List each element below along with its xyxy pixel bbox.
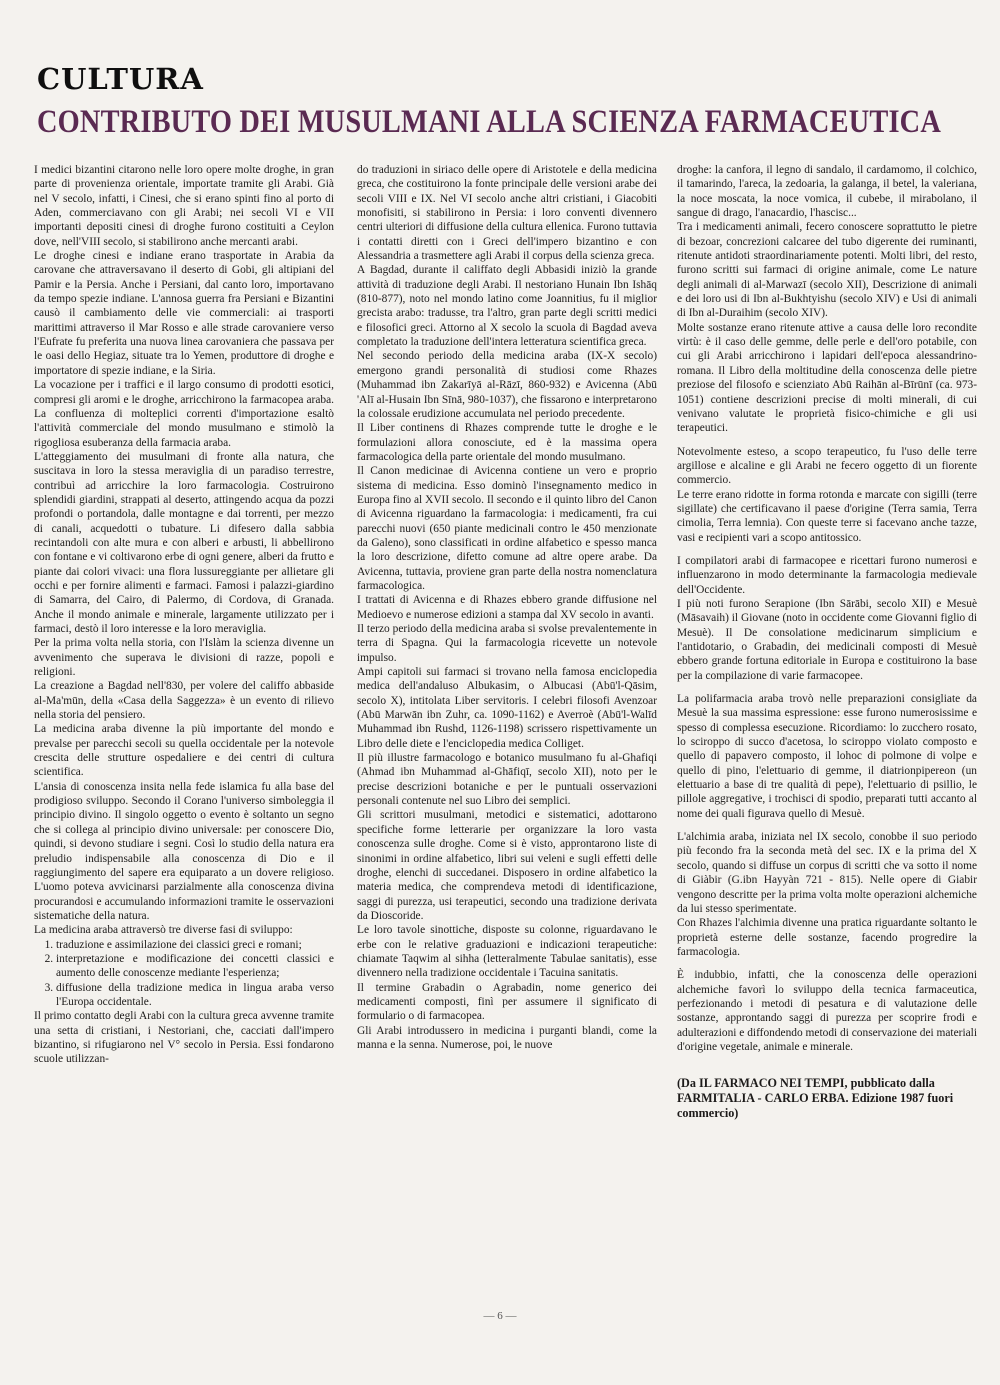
paragraph: Le droghe cinesi e indiane erano trasportate in Arabia da carovane che attraversavano il deserto di Gobi, gli altipiani del Pamir e la Persia. Anche i Persiani, dal canto loro, importavano da tempo spezie indiane. L'annosa guerra fra Persiani e Bizantini causò il cambiamento delle vie commerciali: ai trasporti marittimi attraverso il Mar Rosso e alle strade carovaniere verso l'Eufrate fu preferita una nuova linea carovaniera che passava per le oasi dello Hegiaz, situate tra lo Yemen, produttore di droghe e importatore di spezie indiane, e la Siria. <box>34 250 334 377</box>
paragraph: Ampi capitoli sui farmaci si trovano nella famosa enciclopedia medica dell'andaluso Albukasim, o Albucasi (Abū'l-Qāsim, secolo X), intitolata Liber servitoris. I celebri filosofi Avenzoar (Abū Marwān ibn Zuhr, ca. 1090-1162) e Averroè (Abū'l-Walīd Muhammad ibn Rushd, 1126-1198) scrissero rispettivamente un Libro delle diete e l'enciclopedia medica Colliget. <box>357 666 657 750</box>
article-column-2 <box>357 163 657 1052</box>
paragraph: Con Rhazes l'alchimia divenne una pratica riguardante soltanto le proprietà esterne delle sostanze, facendo progredire la farmacologia. <box>677 917 977 958</box>
list-item: 1. traduzione e assimilazione dei classici greci e romani; <box>56 938 334 952</box>
paragraph: La medicina araba divenne la più importante del mondo e prevalse per parecchi secoli su quella occidentale per la notevole crescita delle strutture ospedaliere e dei centri di cultura scientifica. <box>34 723 334 779</box>
paragraph: Le terre erano ridotte in forma rotonda e marcate con sigilli (terre sigillate) che certificavano il paese d'origine (Terra samia, Terra cimolia, Terra lemnia). Con queste terre si facevano anche tazze, vasi e recipienti vari a scopo antitossico. <box>677 488 977 544</box>
paragraph: Gli scrittori musulmani, metodici e sistematici, adottarono specifiche forme letterarie per organizzare la loro vasta conoscenza sulle droghe. Come si è visto, approntarono liste di sinonimi in ordine alfabetico, libri sui veleni e sugli effetti delle droghe, elenchi di succedanei. Disposero in ordine alfabetico la materia medica, che comprendeva metodi di identificazione, saggi di purezza, usi terapeutici, secondo una tradizione derivata da Dioscoride. <box>357 809 657 922</box>
paragraph: droghe: la canfora, il legno di sandalo, il cardamomo, il colchico, il tamarindo, l'areca, la zedoaria, la galanga, il betel, la valeriana, la noce moscata, la noce vomica, il cubebe, il mirabolano, il sangue di drago, l'anacardio, l'hascisc... <box>677 164 977 220</box>
paragraph: I più noti furono Serapione (Ibn Sārābi, secolo XII) e Mesuè (Māsavaih) il Giovane (noto in occidente come Giovanni figlio di Mesuè). Il De consolatione medicinarum simplicium e l'antidotario, o Grabadin, dei medicinali composti di Mesuè ebbero grande fortuna editoriale in Europa e costituirono la base per la compilazione di varie farmacopee. <box>677 597 977 682</box>
paragraph: Notevolmente esteso, a scopo terapeutico, fu l'uso delle terre argillose e alcaline e gli Arabi ne fecero oggetto di un fiorente commercio. <box>677 445 977 487</box>
list-item: 3. diffusione della tradizione medica in lingua araba verso l'Europa occidentale. <box>56 981 334 1010</box>
paragraph: I trattati di Avicenna e di Rhazes ebbero grande diffusione nel Medioevo e numerose edizioni a stampa dal XV secolo in avanti. <box>357 594 657 621</box>
paragraph: do traduzioni in siriaco delle opere di Aristotele e della medicina greca, che costituirono la fonte principale delle versioni arabe dei secoli VIII e IX. Nel VI secolo anche altri cristiani, i Giacobiti monofisiti, si stabilirono in Persia: i loro conventi divennero centri ulteriori di diffusione della cultura ellenica. Furono tuttavia i contatti diretti con i Greci dell'impero bizantino e con Alessandria a trasmettere agli Arabi il corpus della scienza greca. <box>357 164 657 263</box>
paragraph: Il primo contatto degli Arabi con la cultura greca avvenne tramite una setta di cristiani, i Nestoriani, che, cacciati dall'impero bizantino, si rifugiarono nel V° secolo in Persia. Essi fondarono scuole utilizzan- <box>34 1010 334 1066</box>
paragraph: L'alchimia araba, iniziata nel IX secolo, conobbe il suo periodo più fecondo fra la seconda metà del sec. IX e la prima del X secolo, quando si diffuse un corpus di scritti che va sotto il nome di Giàbir (G.ibn Hayyàn 721 - 815). Nelle opere di Giabir vengono descritte per la prima volta molte operazioni alchemiche da lui stesso sperimentate. <box>677 831 977 915</box>
page-title: CONTRIBUTO DEI MUSULMANI ALLA SCIENZA FARMACEUTICA <box>37 104 942 140</box>
paragraph: Le loro tavole sinottiche, disposte su colonne, riguardavano le erbe con le relative graduazioni e indicazioni terapeutiche: chiamate Taqwim al sihha (letteralmente Tabulae sanitatis), esse divennero nella tradizione occidentale i Tacuina sanitatis. <box>357 924 657 980</box>
paragraph: Il termine Grabadin o Agrabadin, nome generico dei medicamenti composti, finì per assumere il significato di formulario o di farmacopea. <box>357 981 657 1023</box>
paragraph: La polifarmacia araba trovò nelle preparazioni consigliate da Mesuè la sua massima espressione: esse furono numerosissime e spesso di complessa esecuzione. Ricordiamo: lo zucchero rosato, lo sciroppo di succo d'acetosa, lo sciroppo violato composto e quello di papavero composto, il lohoc di polmone di volpe e quello di pino, l'elettuario di gemme, il diatrionpipereon (un elettuario a base di tre qualità di pepe), l'elettuario di psillio, le pillole aggregative, i trochisci di spodio, preparati tutti accanto al nome dei quali figurava quello di Mesuè. <box>677 693 977 820</box>
paragraph: La creazione a Bagdad nell'830, per volere del califfo abbaside al-Ma'mūn, della «Casa della Saggezza» è un evento di rilievo nella storia del pensiero. <box>34 680 334 722</box>
paragraph: Il Liber continens di Rhazes comprende tutte le droghe e le formulazioni allora conosciute, ed è la massima opera farmacologica della parte orientale del mondo musulmano. <box>357 422 657 463</box>
paragraph: I medici bizantini citarono nelle loro opere molte droghe, in gran parte di provenienza orientale, importate tramite gli Arabi. Già nel V secolo, infatti, i Cinesi, che si erano spinti fino al porto di Aden, commerciavano con gli Arabi; nei secoli VI e VII importanti depositi cinesi di droghe furono costituiti a Ceylon dove, nell'VIII secolo, si stabilirono anche mercanti arabi. <box>34 164 334 248</box>
article-column-1 <box>34 163 334 1067</box>
paragraph: Il Canon medicinae di Avicenna contiene un vero e proprio sistema di medicina. Esso dominò l'insegnamento medico in Europa fino al XVII secolo. Il secondo e il quinto libro del Canon di Avicenna riguardano la farmacologia: i medicamenti, fra cui parecchi nuovi (650 piante medicinali contro le 450 menzionate da Galeno), sono classificati in ordine alfabetico e spesso manca la loro descrizione, difetto comune ad altre opere arabe. Da Avicenna, tuttavia, proviene gran parte della nostra nomenclatura farmacologica. <box>357 465 657 592</box>
paragraph: La vocazione per i traffici e il largo consumo di prodotti esotici, compresi gli aromi e le droghe, arricchirono la farmacopea araba. La confluenza di molteplici correnti d'importazione esaltò l'attività commerciale del mondo musulmano e stimolò la rigogliosa esuberanza della farmacia araba. <box>34 379 334 449</box>
paragraph: Tra i medicamenti animali, fecero conoscere soprattutto le pietre di bezoar, concrezioni calcaree del tubo digerente dei ruminanti, ritenute antidoti straordinariamente potenti. Molti libri, del resto, furono scritti sui farmaci di origine animale, come Le nature degli animali di al-Marwazī (secolo XII), Descrizione di animali e dei loro usi di Ibn al-Bukhtyishu (secolo XIV) e Usi di animali di Ibn al-Duraihim (secolo XIV). <box>677 221 977 320</box>
paragraph: Per la prima volta nella storia, con l'Islàm la scienza divenne un avvenimento che superava le divisioni di razze, popoli e religioni. <box>34 637 334 679</box>
list-item: 2. interpretazione e modificazione dei concetti classici e aumento delle conoscenze mediante l'esperienza; <box>56 952 334 981</box>
paragraph: Molte sostanze erano ritenute attive a causa delle loro recondite virtù: è il caso delle gemme, delle perle e dell'oro potabile, con cui gli Arabi arricchirono i lapidari dell'epoca alessandrino-romana. Il Libro della moltitudine della conoscenza delle pietre preziose del filosofo e scienziato Abū Raihān al-Bīrūnī (ca. 973-1051) contiene descrizioni precise di molti minerali, di cui venivano valutate le proprietà fisico-chimiche e gli usi terapeutici. <box>677 321 977 435</box>
paragraph: L'atteggiamento dei musulmani di fronte alla natura, che suscitava in loro la stessa meraviglia di un paradiso terrestre, contribuì ad arricchire la loro farmacologia. Costruirono splendidi giardini, strappati al deserto, attingendo acqua da pozzi profondi o portandola, dalle montagne e dai torrenti, per mezzo di canali, acquedotti o tubature. Li difesero dalla sabbia recintandoli con alte mura e con alberi e arbusti, li abbellirono con fontane e vi coltivarono erbe di ogni genere, alberi da frutto e piante dai colori vivaci: una flora lussureggiante per allietare gli occhi e per fornire alimenti e farmaci. Famosi i palazzi-giardino di Samarra, del Cairo, di Palermo, di Cordova, di Granada. Anche il mondo animale e minerale, largamente utilizzato per i farmaci, destò il loro interesse e la loro meraviglia. <box>34 450 334 635</box>
paragraph: Nel secondo periodo della medicina araba (IX-X secolo) emergono grandi personalità di studiosi come Rhazes (Muhammad ibn Zakarīyā al-Rāzī, 860-932) e Avicenna (Abū 'Alī al-Husain Ibn Sīnā, 980-1037), che fissarono e interpretarono la colossale erudizione accumulata nel periodo precedente. <box>357 350 657 420</box>
page-number: — 6 — <box>483 1310 517 1322</box>
phase-list <box>34 938 334 1010</box>
paragraph: È indubbio, infatti, che la conoscenza delle operazioni alchemiche favorì lo sviluppo della tecnica farmaceutica, perfezionando i metodi di pesatura e di valutazione delle sostanze, approntando saggi di purezza per scoprire frodi e adulterazioni e diffondendo metodi di conservazione dei materiali d'origine vegetale, animale e minerale. <box>677 969 977 1053</box>
paragraph: A Bagdad, durante il califfato degli Abbasidi iniziò la grande attività di traduzione degli Arabi. Il nestoriano Hunain Ibn Ishāq (810-877), noto nel mondo latino come Joannitius, fu il miglior grecista arabo: tradusse, tra l'altro, gran parte degli scritti medici e filosofici greci. Attorno al X secolo la scuola di Bagdad aveva completato la traduzione dell'intera letteratura scientifica greca. <box>357 264 657 349</box>
source-credit: (Da IL FARMACO NEI TEMPI, pubblicato dalla FARMITALIA - CARLO ERBA. Edizione 1987 fuori commercio) <box>677 1076 954 1121</box>
section-label: CULTURA <box>37 62 204 96</box>
article-column-3 <box>677 163 977 1121</box>
paragraph: La medicina araba attraversò tre diverse fasi di sviluppo: <box>34 924 293 937</box>
paragraph: Il terzo periodo della medicina araba si svolse prevalentemente in terra di Spagna. Qui la farmacologia ricevette un notevole impulso. <box>357 623 657 664</box>
paragraph: I compilatori arabi di farmacopee e ricettari furono numerosi e influenzarono in modo determinante la farmacologia medievale dell'Occidente. <box>677 554 977 596</box>
paragraph: Gli Arabi introdussero in medicina i purganti blandi, come la manna e la senna. Numerose, poi, le nuove <box>357 1024 657 1051</box>
paragraph: L'ansia di conoscenza insita nella fede islamica fu alla base del prodigioso sviluppo. Secondo il Corano l'universo simboleggia il principio divino. Il singolo oggetto o evento è soltanto un segno che si collega al principio divino universale: per conoscere Dio, quindi, si devono studiare i segni. Così lo studio della natura era preludio indispensabile alla conoscenza di Dio e il raggiungimento del sapere era equiparato a un dovere religioso. L'uomo poteva avvicinarsi parzialmente alla conoscenza divina procurandosi e accumulando informazioni tramite le osservazioni sistematiche della natura. <box>34 780 334 922</box>
paragraph: Il più illustre farmacologo e botanico musulmano fu al-Ghafiqi (Ahmad ibn Muhammad al-Ghāfiqī, secolo XII), noto per le precise descrizioni botaniche e per le puntuali osservazioni personali contenute nel suo Libro dei semplici. <box>357 752 657 808</box>
